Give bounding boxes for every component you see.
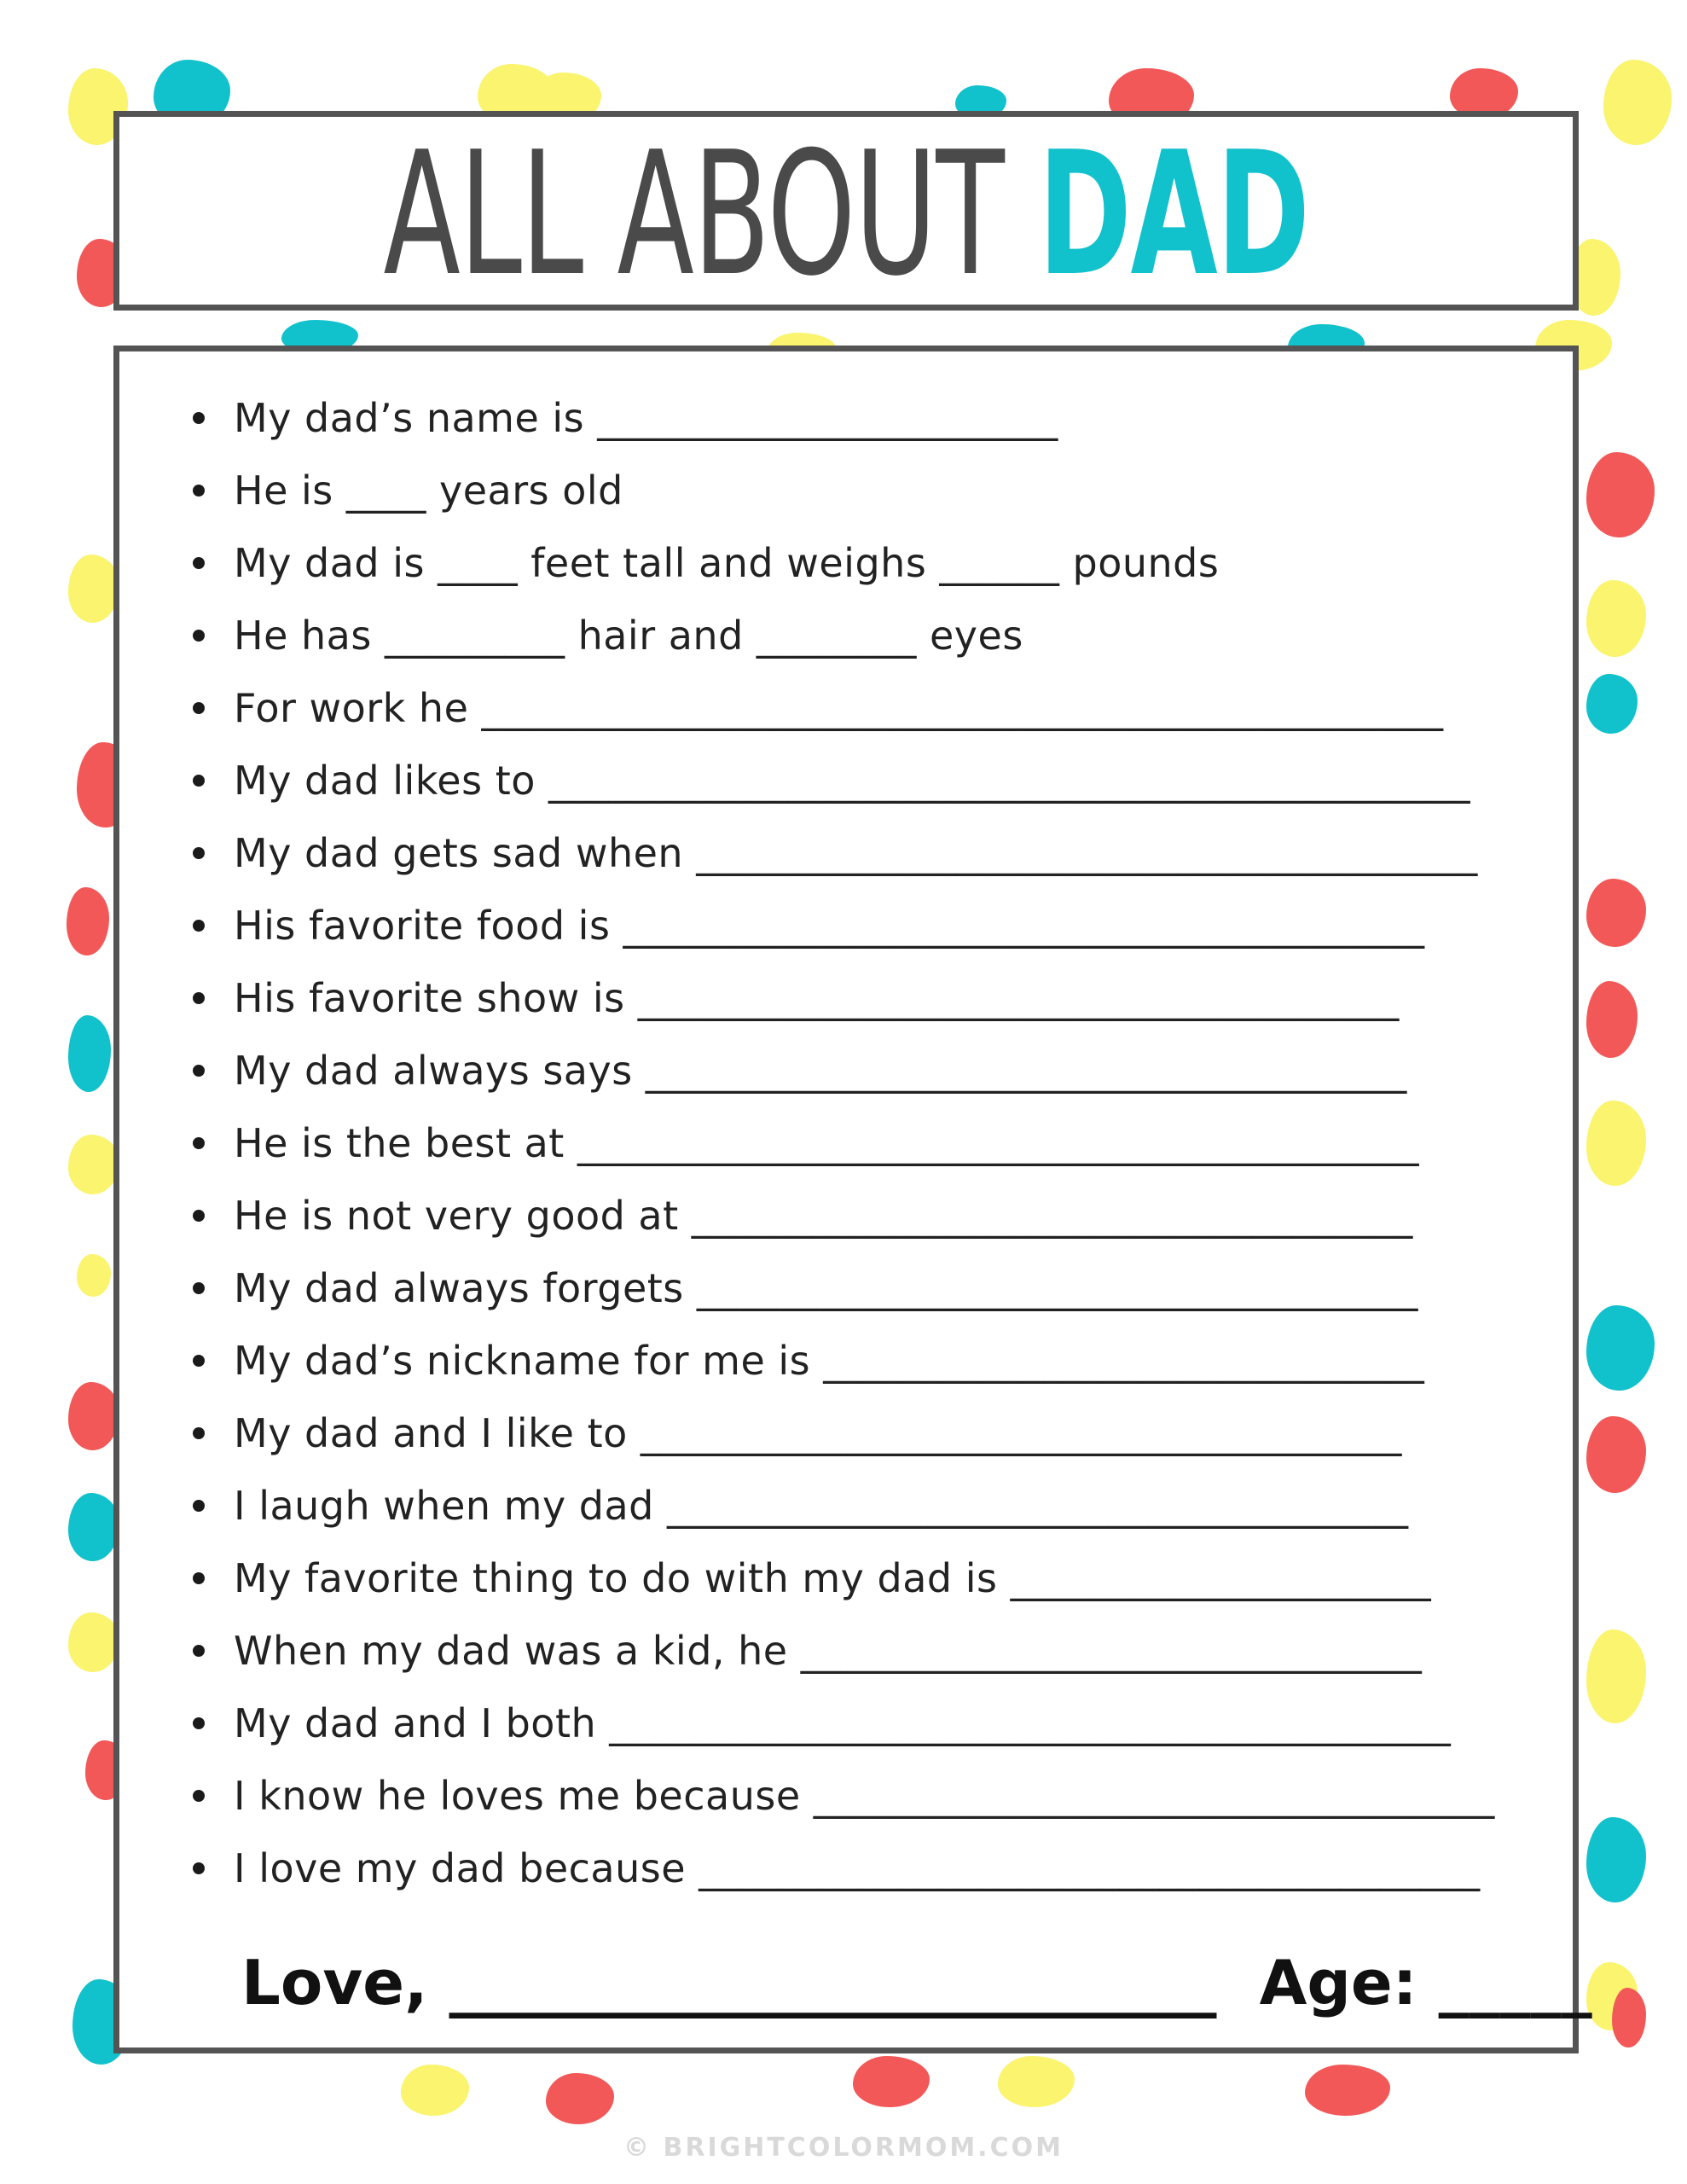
polka-dot: [1586, 1416, 1646, 1493]
polka-dot: [1612, 1988, 1646, 2048]
bullet-icon: [193, 920, 205, 932]
question-text[interactable]: He has _________ hair and ________ eyes: [234, 613, 1023, 659]
title-box: [113, 111, 1579, 314]
question-text[interactable]: I know he loves me because __________________________________: [234, 1773, 1495, 1819]
polka-dot: [998, 2056, 1075, 2107]
polka-dot: [1305, 2065, 1390, 2116]
question-item: [193, 1331, 1557, 1391]
age-line: Age: _____: [1259, 1947, 1592, 2018]
questions-box: [113, 346, 1592, 2053]
question-text[interactable]: My dad gets sad when _______________________________________: [234, 830, 1478, 876]
page-title: [383, 115, 1309, 314]
title-accent: DAD: [1038, 115, 1309, 314]
question-item: [193, 751, 1557, 810]
bullet-icon: [193, 1500, 205, 1512]
question-item: [193, 1838, 1557, 1898]
polka-dot: [1603, 60, 1672, 145]
polka-dot: [401, 2065, 469, 2116]
question-text[interactable]: My dad always forgets ____________________________________: [234, 1265, 1418, 1311]
bullet-icon: [193, 1862, 205, 1874]
bullet-icon: [193, 1717, 205, 1729]
question-text[interactable]: For work he ________________________________________________: [234, 685, 1444, 731]
question-text[interactable]: His favorite show is ______________________________________: [234, 975, 1400, 1021]
question-item: [193, 968, 1557, 1028]
question-item: [193, 533, 1557, 593]
polka-dot: [1586, 1629, 1646, 1723]
polka-dot: [67, 887, 109, 956]
bullet-icon: [193, 630, 205, 642]
polka-dot: [68, 1612, 119, 1672]
question-text[interactable]: My dad’s name is _______________________: [234, 395, 1058, 441]
copyright-footer: © BRIGHTCOLORMOM.COM: [623, 2133, 1064, 2163]
polka-dot: [68, 555, 119, 623]
bullet-icon: [193, 1572, 205, 1584]
polka-dot: [1586, 580, 1646, 657]
question-item: [193, 1258, 1557, 1318]
question-text[interactable]: My dad is ____ feet tall and weighs ______ pounds: [234, 540, 1220, 586]
bullet-icon: [193, 775, 205, 787]
question-item: [193, 606, 1557, 665]
question-item: [193, 1186, 1557, 1246]
question-item: [193, 388, 1557, 448]
bullet-icon: [193, 485, 205, 497]
question-text[interactable]: I love my dad because _______________________________________: [234, 1845, 1481, 1891]
polka-dot: [1586, 1817, 1646, 1902]
bullet-icon: [193, 1137, 205, 1149]
question-text[interactable]: When my dad was a kid, he _______________________________: [234, 1628, 1423, 1674]
polka-dot: [1586, 1101, 1646, 1186]
bullet-icon: [193, 1355, 205, 1367]
bullet-icon: [193, 1427, 205, 1439]
question-item: [193, 678, 1557, 738]
question-text[interactable]: He is the best at __________________________________________: [234, 1120, 1419, 1166]
bullet-icon: [193, 992, 205, 1004]
question-item: [193, 461, 1557, 520]
question-text[interactable]: He is ____ years old: [234, 468, 623, 514]
question-item: [193, 1403, 1557, 1463]
question-item: [193, 1476, 1557, 1536]
bullet-icon: [193, 1065, 205, 1077]
love-line: Love, _________________________: [241, 1947, 1217, 2018]
bullet-icon: [193, 1790, 205, 1802]
question-text[interactable]: My dad likes to ______________________________________________: [234, 758, 1470, 804]
polka-dot: [1586, 1305, 1655, 1391]
question-text[interactable]: His favorite food is ________________________________________: [234, 903, 1425, 949]
polka-dot: [853, 2056, 930, 2107]
question-item: [193, 896, 1557, 956]
polka-dot: [546, 2073, 614, 2124]
bullet-icon: [193, 557, 205, 569]
signature-line: [241, 1940, 1592, 2025]
polka-dot: [68, 1015, 111, 1092]
polka-dot: [68, 1493, 119, 1561]
polka-dot: [68, 1135, 119, 1194]
question-item: [193, 823, 1557, 883]
bullet-icon: [193, 1210, 205, 1222]
question-item: [193, 1621, 1557, 1681]
polka-dot: [1586, 981, 1638, 1058]
question-item: [193, 1693, 1557, 1753]
polka-dot: [1586, 674, 1638, 734]
question-text[interactable]: My favorite thing to do with my dad is _____________________: [234, 1555, 1432, 1601]
polka-dot: [1586, 879, 1646, 947]
bullet-icon: [193, 702, 205, 714]
question-item: [193, 1113, 1557, 1173]
bullet-icon: [193, 1645, 205, 1657]
question-text[interactable]: My dad’s nickname for me is ______________________________: [234, 1338, 1425, 1384]
bullet-icon: [193, 847, 205, 859]
title-main: ALL ABOUT: [383, 115, 1039, 314]
question-item: [193, 1041, 1557, 1101]
question-item: [193, 1548, 1557, 1608]
question-text[interactable]: I laugh when my dad _____________________________________: [234, 1483, 1409, 1529]
bullet-icon: [193, 1282, 205, 1294]
polka-dot: [1586, 452, 1655, 537]
question-text[interactable]: He is not very good at ____________________________________: [234, 1193, 1413, 1239]
question-text[interactable]: My dad always says ______________________________________: [234, 1048, 1407, 1094]
question-text[interactable]: My dad and I both __________________________________________: [234, 1700, 1452, 1746]
polka-dot: [77, 1254, 111, 1297]
question-text[interactable]: My dad and I like to ______________________________________: [234, 1410, 1402, 1456]
question-item: [193, 1766, 1557, 1826]
bullet-icon: [193, 412, 205, 424]
polka-dot: [68, 1382, 119, 1450]
